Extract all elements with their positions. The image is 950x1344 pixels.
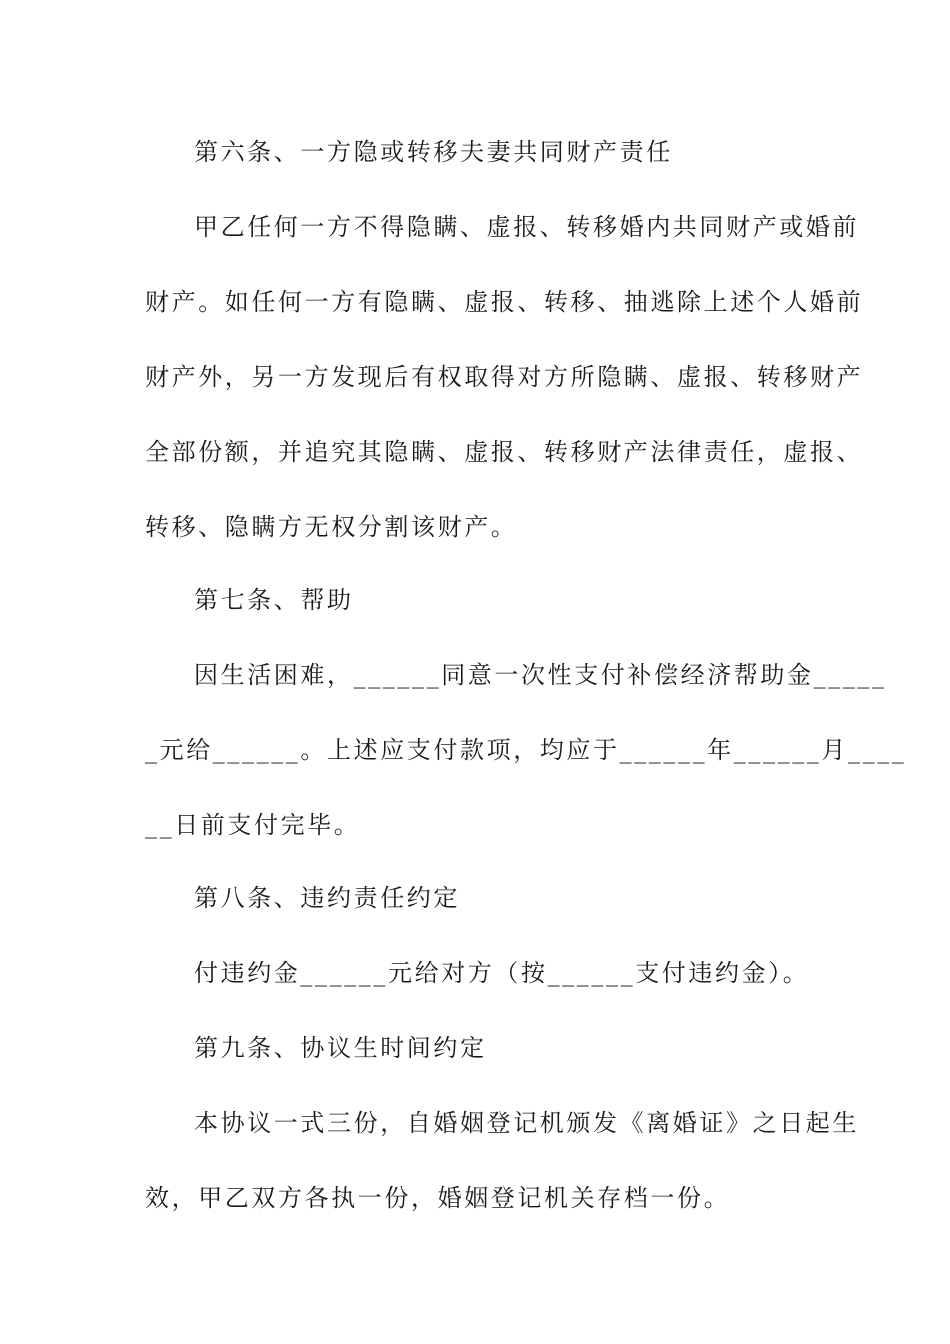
article-6-paragraph-line-4: 全部份额，并追究其隐瞒、虚报、转移财产法律责任，虚报、: [145, 438, 864, 466]
article-6-paragraph-line-1: 甲乙任何一方不得隐瞒、虚报、转移婚内共同财产或婚前: [194, 213, 859, 241]
article-8-paragraph-line-1: 付违约金______元给对方（按______支付违约金）。: [194, 959, 810, 987]
article-6-paragraph-line-2: 财产。如任何一方有隐瞒、虚报、转移、抽逃除上述个人婚前: [145, 288, 864, 316]
article-8-heading: 第八条、违约责任约定: [194, 884, 460, 912]
article-7-paragraph-line-3: __日前支付完毕。: [145, 811, 361, 839]
article-6-paragraph-line-5: 转移、隐瞒方无权分割该财产。: [145, 513, 518, 541]
article-7-heading: 第七条、帮助: [194, 586, 354, 614]
article-6-heading: 第六条、一方隐或转移夫妻共同财产责任: [194, 138, 673, 166]
article-7-paragraph-line-1: 因生活困难，______同意一次性支付补偿经济帮助金_____: [194, 661, 887, 689]
article-9-paragraph-line-2: 效，甲乙双方各执一份，婚姻登记机关存档一份。: [145, 1184, 731, 1212]
article-9-paragraph-line-1: 本协议一式三份，自婚姻登记机颁发《离婚证》之日起生: [194, 1109, 859, 1137]
article-7-paragraph-line-2: _元给______。上述应支付款项，均应于______年______月____: [145, 736, 907, 764]
article-6-paragraph-line-3: 财产外，另一方发现后有权取得对方所隐瞒、虚报、转移财产: [145, 363, 864, 391]
article-9-heading: 第九条、协议生时间约定: [194, 1034, 487, 1062]
